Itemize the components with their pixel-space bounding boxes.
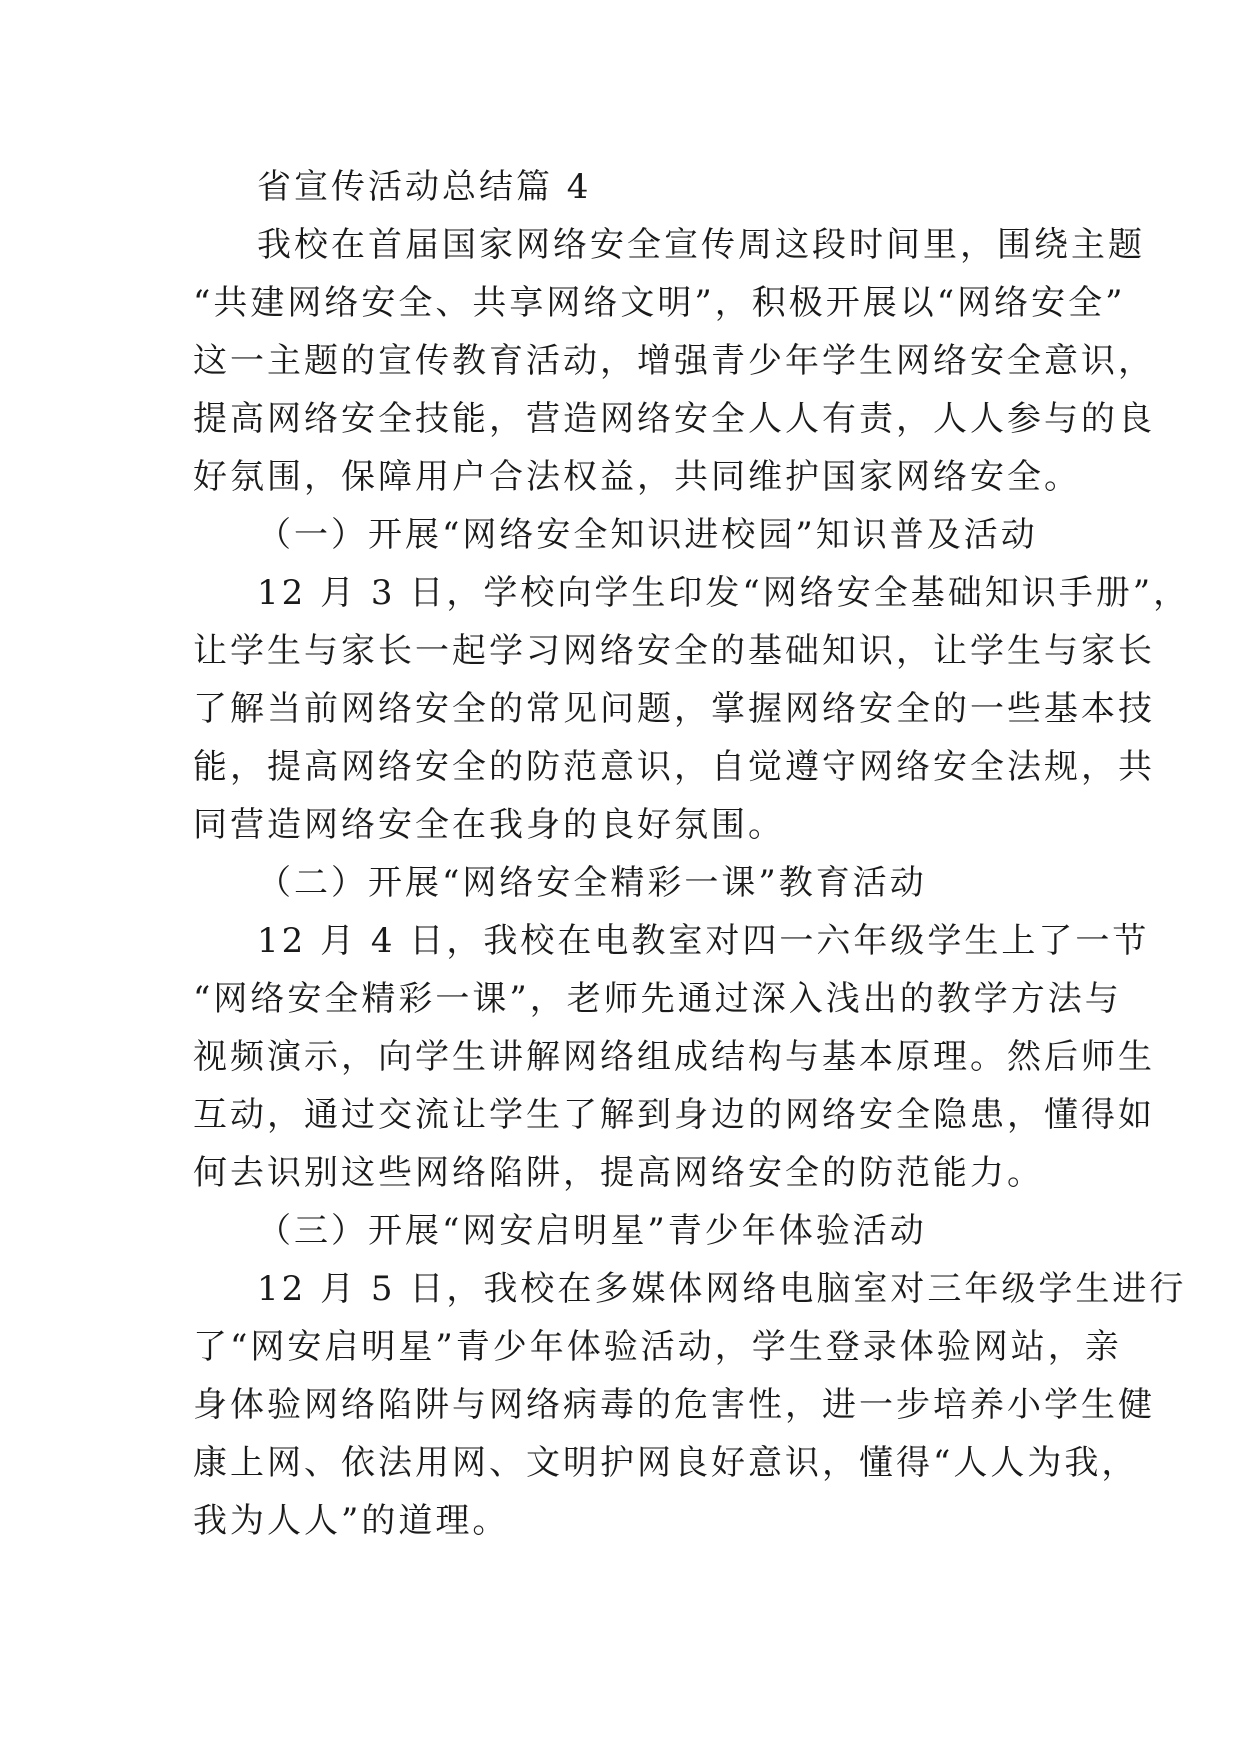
paragraph-line: “共建网络安全、共享网络文明”，积极开展以“网络安全”: [193, 283, 1126, 323]
paragraph-intro: [193, 216, 1155, 506]
paragraph-section-1: [193, 564, 1191, 854]
paragraph-line: 好氛围，保障用户合法权益，共同维护国家网络安全。: [193, 457, 1081, 497]
paragraph-section-3: [193, 1260, 1187, 1550]
paragraph-line: 何去识别这些网络陷阱，提高网络安全的防范能力。: [193, 1153, 1044, 1193]
paragraph-line: 视频演示，向学生讲解网络组成结构与基本原理。然后师生: [193, 1037, 1155, 1077]
section-heading-2: （二）开展“网络安全精彩一课”教育活动: [257, 863, 927, 903]
paragraph-section-2: [193, 912, 1155, 1202]
paragraph-line: 提高网络安全技能，营造网络安全人人有责，人人参与的良: [193, 399, 1155, 439]
section-heading-3: （三）开展“网安启明星”青少年体验活动: [257, 1211, 927, 1251]
paragraph-line: 互动，通过交流让学生了解到身边的网络安全隐患，懂得如: [193, 1095, 1155, 1135]
paragraph-line: 12 月 5 日，我校在多媒体网络电脑室对三年级学生进行: [257, 1269, 1187, 1309]
paragraph-line: 同营造网络安全在我身的良好氛围。: [193, 805, 785, 845]
document-body: [193, 158, 1191, 1550]
paragraph-line: 身体验网络陷阱与网络病毒的危害性，进一步培养小学生健: [193, 1385, 1155, 1425]
paragraph-line: 12 月 3 日，学校向学生印发“网络安全基础知识手册”，: [257, 573, 1191, 613]
document-title: 省宣传活动总结篇 4: [257, 167, 592, 207]
section-heading-1: （一）开展“网络安全知识进校园”知识普及活动: [257, 515, 1038, 555]
paragraph-line: 这一主题的宣传教育活动，增强青少年学生网络安全意识，: [193, 341, 1155, 381]
paragraph-line: 能，提高网络安全的防范意识，自觉遵守网络安全法规，共: [193, 747, 1155, 787]
paragraph-line: 了解当前网络安全的常见问题，掌握网络安全的一些基本技: [193, 689, 1155, 729]
paragraph-line: 让学生与家长一起学习网络安全的基础知识，让学生与家长: [193, 631, 1155, 671]
paragraph-line: “网络安全精彩一课”，老师先通过深入浅出的教学方法与: [193, 979, 1122, 1019]
paragraph-line: 12 月 4 日，我校在电教室对四一六年级学生上了一节: [257, 921, 1150, 961]
paragraph-line: 我校在首届国家网络安全宣传周这段时间里，围绕主题: [257, 225, 1145, 265]
paragraph-line: 康上网、依法用网、文明护网良好意识，懂得“人人为我，: [193, 1443, 1139, 1483]
paragraph-line: 了“网安启明星”青少年体验活动，学生登录体验网站，亲: [193, 1327, 1122, 1367]
paragraph-line: 我为人人”的道理。: [193, 1501, 510, 1541]
